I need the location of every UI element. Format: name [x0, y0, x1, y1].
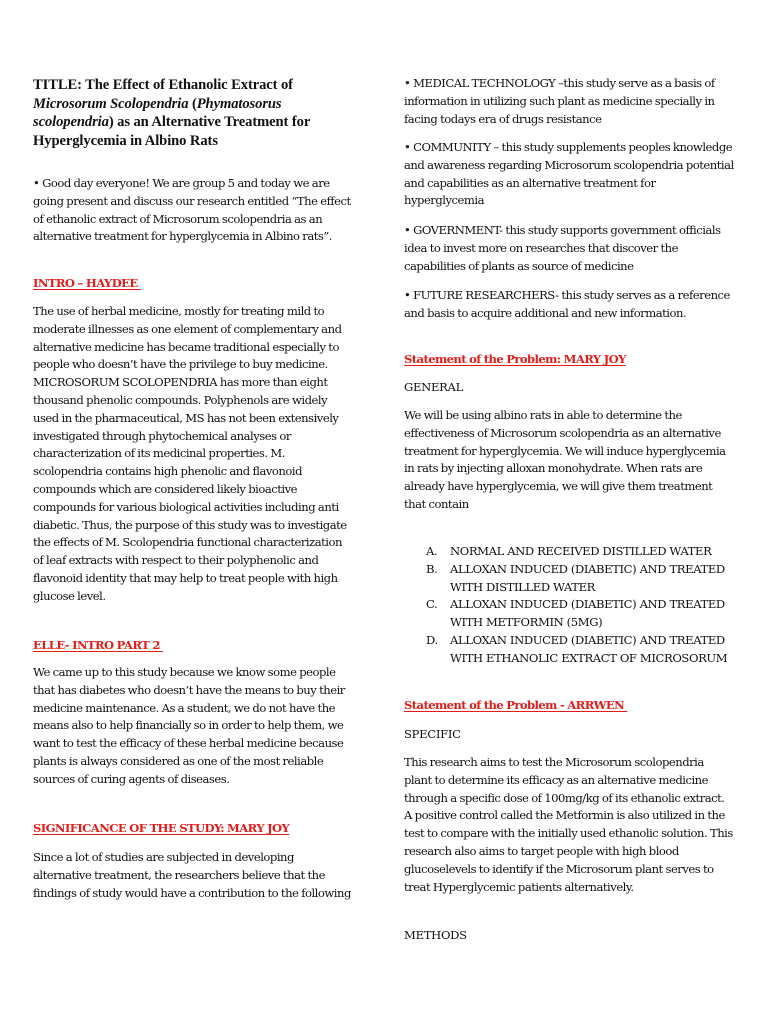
treatment-marker: C.: [426, 597, 438, 612]
title-prefix: TITLE: The Effect of Ethanolic Extract of: [33, 77, 293, 93]
bullet-medical-technology: • MEDICAL TECHNOLOGY –this study serve as a basis of information in utilizing such plant as medicine specially in facing todays era of drugs resistance: [404, 75, 734, 128]
treatment-text: ALLOXAN INDUCED (DIABETIC) AND TREATED WITH ETHANOLIC EXTRACT OF MICROSORUM: [450, 632, 728, 665]
general-paragraph: We will be using albino rats in able to determine the effectiveness of Microsorum scolopendria as an alternative treatment for hyperglycemia. We will induce hyperglycemia in rats by injecting alloxan monohydrate. When rats are already have hyperglycemia, we will give them treatment that contain: [404, 408, 726, 511]
bullet-community: • COMMUNITY – this study supplements peoples knowledge and awareness regarding Microsorum scolopendria potential and capabilities as an alternative treatment for hyperglycemia: [404, 139, 734, 210]
treatment-item: [404, 543, 734, 561]
intro-part2-paragraph: We came up to this study because we know some people that has diabetes who doesn’t have the means to buy their medicine maintenance. As a student, we do not have the means also to help financially so in order to help them, we want to test the efficacy of these herbal medicine because plants is always considered as one of the most reliable sources of curing agents of diseases.: [33, 665, 345, 786]
treatment-marker: A.: [426, 544, 438, 558]
bullet-government: • GOVERNMENT- this study supports government officials idea to invest more on researches that discover the capabilities of plants as source of medicine: [404, 222, 734, 275]
significance-paragraph: Since a lot of studies are subjected in developing alternative treatment, the researchers believe that the findings of study would have a contribution to the following: [33, 850, 351, 900]
methods-label: METHODS: [404, 928, 467, 942]
specific-label: SPECIFIC: [404, 727, 461, 741]
intro-paragraph: The use of herbal medicine, mostly for treating mild to moderate illnesses as one element of complementary and alternative medicine has became traditional especially to people who doesn’t have the privilege to buy medicine. MICROSORUM SCOLOPENDRIA has more than eight thousand phenolic compounds. Polyphenols are widely used in the pharmaceutical, MS has not been extensively investigated through phytochemical analyses or characterization of its medicinal properties. M. scolopendria contains high phenolic and flavonoid compounds which are considered likely bioactive compounds for various biological activities including anti diabetic. Thus, the purpose of this study was to investigate the effects of M. Scolopendria functional characterization of leaf extracts with respect to their polyphenolic and flavonoid identity that may help to treat people with high glucose level.: [33, 304, 347, 603]
title-paren: (: [188, 95, 197, 112]
bullet-future-researchers: • FUTURE RESEARCHERS- this study serves as a reference and basis to acquire additional and new information.: [404, 287, 734, 323]
treatment-item: [404, 561, 734, 597]
title-suffix: ) as an Alternative Treatment for Hyperglycemia in Albino Rats: [33, 114, 310, 149]
statement-problem-heading: Statement of the Problem: MARY JOY: [404, 352, 626, 366]
treatment-item: [404, 596, 734, 632]
general-label: GENERAL: [404, 380, 464, 394]
treatment-list: [404, 543, 734, 668]
document-title: [33, 76, 343, 150]
significance-heading: SIGNIFICANCE OF THE STUDY: MARY JOY: [33, 821, 290, 835]
title-species-name: Microsorum Scolopendria: [33, 95, 189, 112]
specific-paragraph: This research aims to test the Microsorum scolopendria plant to determine its efficacy as an alternative medicine through a specific dose of 100mg/kg of its ethanolic extract. A positive control called the Metformin is also utilized in the test to compare with the initially used ethanolic solution. This research also aims to target people with high blood glucoselevels to identify if the Microsorum plant serves to treat Hyperglycemic patients alternatively.: [404, 755, 733, 894]
treatment-text: ALLOXAN INDUCED (DIABETIC) AND TREATED WITH METFORMIN (5MG): [450, 597, 725, 630]
title-synonym-name: Phymatosorus scolopendria: [33, 95, 282, 130]
intro-heading: INTRO – HAYDEE: [33, 276, 141, 290]
treatment-item: [404, 632, 734, 668]
treatment-marker: D.: [426, 632, 438, 647]
treatment-marker: B.: [426, 561, 438, 576]
intro-part2-heading: ELLE- INTRO PART 2: [33, 638, 163, 652]
greeting-paragraph: • Good day everyone! We are group 5 and today we are going present and discuss our research entitled “The effect of ethanolic extract of Microsorum scolopendria as an alternative treatment for hyperglycemia in Albino rats”.: [33, 175, 353, 246]
statement-problem-2-heading: Statement of the Problem - ARRWEN: [404, 698, 628, 712]
treatment-text: NORMAL AND RECEIVED DISTILLED WATER: [450, 544, 712, 558]
treatment-text: ALLOXAN INDUCED (DIABETIC) AND TREATED WITH DISTILLED WATER: [450, 561, 725, 594]
